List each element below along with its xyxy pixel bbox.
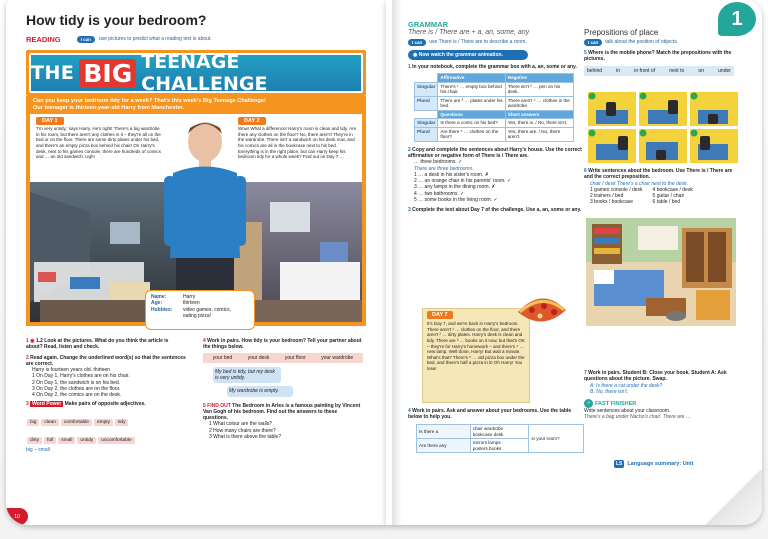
banner-rest: TEENAGE CHALLENGE xyxy=(141,51,268,95)
banner-the: THE xyxy=(31,62,75,84)
ican-badge: I can xyxy=(584,39,602,46)
t4-noun-line: mirrors lamps xyxy=(472,440,501,445)
r-ex6-item: 3 books / bookcase xyxy=(590,199,634,206)
reading-header xyxy=(26,35,212,44)
r-ex6-col1 xyxy=(590,187,643,206)
language-summary-link[interactable] xyxy=(614,460,693,468)
r-ex3 xyxy=(408,207,583,213)
prepositions-col xyxy=(584,28,734,76)
prep-ican-text: talk about the position of objects. xyxy=(605,39,679,46)
r-ex6-item: 4 bookcase / desk xyxy=(652,186,693,193)
gt-cell: There's ¹ … empty box behind his chair. xyxy=(438,82,505,96)
profile-card xyxy=(145,290,255,330)
gt-head-neg: Negative xyxy=(505,74,573,83)
ex5-number: 5 xyxy=(203,402,206,409)
gt-cell: There aren't ⁴ … clothes in the wardrobe. xyxy=(505,96,573,110)
t4-nouns-2 xyxy=(470,439,529,453)
ex2-item-4: 4 On Day 2, the comics are on the desk. xyxy=(32,392,122,398)
gt-cell: Is there a comic on his bed? xyxy=(438,119,505,128)
r-ex2-item: 4 … two bathrooms. ✓ xyxy=(414,190,465,197)
word-chip: small xyxy=(58,437,75,444)
r-ex6-block xyxy=(584,168,734,206)
ex2-example: Harry is fourteen years old. thirteen xyxy=(32,367,111,373)
r-ex1 xyxy=(408,64,583,70)
r-ex6-number: 6 xyxy=(584,168,587,174)
t4-cell: Is there a xyxy=(417,425,471,439)
ican-badge: I can xyxy=(408,39,426,46)
fast-finisher-label: FAST FINISHER xyxy=(595,400,637,407)
grammar-label: GRAMMAR xyxy=(408,20,448,29)
word-chip: full xyxy=(44,437,56,444)
ex5-item-1: 1 What colour are the walls? xyxy=(209,421,273,428)
phone-pictures xyxy=(588,92,738,164)
ex2-item-1: 1 On Day 1, Harry's clothes are on his chair. xyxy=(32,373,130,380)
ex3-text: Make pairs of opposite adjectives. xyxy=(64,401,146,408)
t4-cell: in your room? xyxy=(529,425,584,453)
prep-word: in front of xyxy=(634,67,656,74)
t4-cell: Are there any xyxy=(417,439,471,453)
right-page xyxy=(386,0,762,525)
challenge-banner xyxy=(26,50,366,96)
r-ex6-item: 1 games console / desk xyxy=(590,186,643,193)
profile-hobbies: video games, comics, eating pizza! xyxy=(183,306,232,319)
r-ex6-example: chair / desk There's a chair next to the desk. xyxy=(590,180,688,187)
intro-text xyxy=(33,98,333,112)
r-ex7-a: A: Is there a cat under the desk? xyxy=(590,382,663,389)
r-ex7-block xyxy=(584,370,734,421)
grammar-ican xyxy=(408,39,583,46)
prep-title: Prepositions of place xyxy=(584,28,659,37)
gt-plural: Plural xyxy=(415,96,438,110)
word-chips-row2 xyxy=(26,428,186,446)
ex2-item-3: 3 On Day 2, the clothes are on the floor. xyxy=(32,385,121,392)
left-exercises-col1 xyxy=(26,338,186,453)
word-chip: empty xyxy=(94,419,113,426)
ican-badge: I can xyxy=(77,36,95,43)
ex3-example: big – small xyxy=(26,446,50,453)
animation-label: Now watch the grammar animation. xyxy=(418,52,503,58)
r-ex5-text: Where is the mobile phone? Match the prepositions with the pictures. xyxy=(584,50,732,63)
r-ex1-text: In your notebook, complete the grammar box with a, an, some or any. xyxy=(412,64,577,70)
gt-head-short: Short answers xyxy=(505,110,573,119)
page-number: 10 xyxy=(6,508,28,525)
r-ex5-number: 5 xyxy=(584,50,587,56)
ex4-chips xyxy=(203,353,363,363)
gt-cell: Yes, there are. / No, there aren't. xyxy=(505,127,573,141)
spine-shadow xyxy=(392,0,402,525)
t4-noun-line: bookcase desk xyxy=(472,431,504,437)
ex1-text: Look at the pictures. What do you think the article is about? Read, listen and check. xyxy=(26,338,169,351)
r-ex6-item: 5 guitar / chair xyxy=(652,193,685,199)
ls-badge: LS xyxy=(616,461,623,467)
ex1: 1 ◉ 1.2 Look at the pictures. What do you think the article is about? Read, listen and check. xyxy=(26,338,169,351)
word-chip: comfortable xyxy=(61,419,92,426)
ex5-text: The Bedroom in Arles is a famous painting by Vincent Van Gogh of his bedroom. Find out the answers to these questions. xyxy=(203,402,361,421)
prep-words xyxy=(584,66,734,76)
ex2-number: 2 xyxy=(26,354,29,361)
gt-cell: There are ³ … plates under his bed. xyxy=(438,96,505,110)
play-icon: ◉ xyxy=(413,52,419,58)
r-ex6-items xyxy=(584,187,734,206)
r-ex4-number: 4 xyxy=(408,408,411,414)
r-ex2-item: 5 … some books in the living room. ✓ xyxy=(414,196,498,203)
find-out-label: FIND OUT xyxy=(207,402,231,409)
gt-head-aff: Affirmative xyxy=(438,74,505,83)
ex4-chip: your wardrobe xyxy=(321,354,354,361)
ican-text: use There is / There are to describe a room. xyxy=(429,39,527,46)
r-ex2-body xyxy=(408,159,583,203)
profile-age-label: Age: xyxy=(151,300,163,307)
r-ex2-example: … three bedrooms. ✓ xyxy=(414,159,463,166)
r-ex7-b: B: No, there isn't. xyxy=(590,388,629,395)
banner-big: BIG xyxy=(79,59,136,88)
profile-hobbies-label: Hobbies: xyxy=(151,306,173,313)
page-curl xyxy=(702,470,762,525)
r-ex5 xyxy=(584,50,734,63)
ex1-number: 1 xyxy=(26,338,29,344)
r-ex2 xyxy=(408,147,583,160)
fast-forward-icon: » xyxy=(584,399,593,408)
fast-finisher-text: Write sentences about your classroom. xyxy=(584,408,671,414)
ex4-number: 4 xyxy=(203,338,206,344)
unit-badge: 1 xyxy=(718,2,756,36)
r-ex2-number: 2 xyxy=(408,146,411,153)
r-ex3-number: 3 xyxy=(408,207,411,213)
word-chips-row1 xyxy=(26,410,186,428)
prep-word: in xyxy=(616,67,621,74)
prep-word: behind xyxy=(587,67,603,74)
fast-finisher-example: There's a bag under Nacho's chair. There are … xyxy=(584,414,691,421)
fast-finisher xyxy=(584,399,734,408)
r-ex6-col2 xyxy=(653,187,693,206)
r-ex2-item: 3 … any lamps in the dining room. ✗ xyxy=(414,184,496,191)
word-chip: uncomfortable xyxy=(98,437,134,444)
left-exercises-col2 xyxy=(203,338,363,440)
gt-cell: Are there ⁵ … clothes on the floor? xyxy=(438,127,505,141)
ex3 xyxy=(26,401,186,407)
grammar-table xyxy=(414,73,574,142)
r-ex7 xyxy=(584,370,734,383)
ex4-table xyxy=(416,424,584,453)
day2-text: Wow! What a difference! Harry's room is clean and tidy. Are there any clothes on the floor? No, there aren't! They're in the wardrobe. There isn't a sandwich on his desk now, and his comics are all in the bookcase next to his bed. Everything is in the right place, but can Harry keep his bedroom tidy for a whole week? Find out on Day 7 … xyxy=(238,126,357,160)
day1-label: DAY 1 xyxy=(36,117,64,125)
t4-noun-line: posters books xyxy=(472,445,502,451)
ican-text: use pictures to predict what a reading text is about. xyxy=(98,36,212,43)
page-title: How tidy is your bedroom? xyxy=(26,12,207,28)
ex3-number: 3 xyxy=(26,401,29,408)
ex4-chip: your floor xyxy=(284,354,306,361)
word-chip: big xyxy=(27,419,39,426)
day1-text: 'I'm very untidy,' says Harry. He's right! There's a big wardrobe in his room, but there aren't any clothes in it – they're all on the bed or on the floor. There are some dirty plates under his bed, and there's an empty pizza box behind his chair! On Harry's desk, next to his games console, there are hundreds of comics and … an old sandwich. Ugh! xyxy=(36,126,161,160)
r-ex4-text: Work in pairs. Ask and answer about your bedrooms. Use the table below to help you. xyxy=(408,408,572,421)
left-page xyxy=(6,0,386,525)
ex2-item-2: 2 On Day 1, the sandwich is on his bed. xyxy=(32,379,121,386)
ex2 xyxy=(26,355,186,368)
r-ex7-number: 7 xyxy=(584,370,587,376)
r-ex2-item: 2 … an orange chair in his parents' room. ✓ xyxy=(414,178,512,184)
harry-photo xyxy=(158,118,253,308)
day7-text: It's Day 7, and we're back in Harry's bedroom. There aren't ¹ … clothes on the floor, and there aren't ² … dirty plates. Harry's desk is clean and tidy. There are ³ … books on it now, but that's OK – they're for Harry's homework – and there's ⁴ … new lamp. Well done, Harry! But wait a minute. What's that? There's ⁵ … old pizza box under the bed, and there's half a pizza in it! Oh Harry! You lose! xyxy=(427,321,525,371)
gt-cell: Yes, there is. / No, there isn't. xyxy=(505,119,573,128)
t4-noun-line: chair wardrobe xyxy=(472,426,504,431)
r-ex6 xyxy=(584,168,734,181)
speech-bubble-2: My wardrobe is empty. xyxy=(227,386,293,396)
r-ex4 xyxy=(408,408,578,421)
bedroom-illustration xyxy=(586,218,736,326)
r-ex2-item: 1 … a desk in his sister's room. ✗ xyxy=(414,171,489,178)
ls-text: Language summary: Unit xyxy=(627,461,694,467)
r-ex3-text: Complete the text about Day 7 of the challenge. Use a, an, some or any. xyxy=(412,207,582,213)
profile-name: Harry xyxy=(183,294,196,300)
ex5-items xyxy=(203,421,363,440)
prep-word: on xyxy=(698,67,704,74)
grammar-subtitle: There is / There are + a, an, some, any xyxy=(408,29,530,36)
prep-word: under xyxy=(718,67,731,74)
r-ex2-example-answer: There are three bedrooms. xyxy=(414,165,474,172)
ex2-items xyxy=(26,373,186,398)
t4-nouns-1 xyxy=(470,425,529,439)
ex1-audio: 1.2 xyxy=(35,338,43,344)
word-chip: dirty xyxy=(27,437,42,444)
word-chip: untidy xyxy=(77,437,96,444)
profile-name-label: Name: xyxy=(151,294,167,300)
gt-singular: Singular xyxy=(415,82,438,96)
pizza-image xyxy=(514,292,570,328)
ex5-item-2: 2 How many chairs are there? xyxy=(209,427,276,434)
day7-label: DAY 7 xyxy=(427,311,453,319)
r-ex6-text: Write sentences about the bedroom. Use There is / There are and the correct preposition. xyxy=(584,168,733,181)
r-ex2-text: Copy and complete the sentences about Harry's house. Use the correct affirmative or negative form of There is / There are. xyxy=(408,146,582,159)
ex4-chip: your desk xyxy=(247,354,270,361)
r-ex7-text: Work in pairs. Student B: Close your book. Student A: Ask questions about the picture. Swap. xyxy=(584,370,727,383)
speech-bubble-1: My bed is tidy, but my desk is very untidy. xyxy=(213,367,281,384)
r-ex1-number: 1 xyxy=(408,64,411,70)
profile-age: thirteen xyxy=(183,300,200,307)
prep-ican xyxy=(584,39,734,46)
ex4-text: Work in pairs. How tidy is your bedroom? Tell your partner about the things below. xyxy=(203,338,362,351)
gt-cell: There isn't ² … pen on his desk. xyxy=(505,82,573,96)
gt-head-q: Questions xyxy=(438,110,505,119)
prep-word: next to xyxy=(669,67,685,74)
day2-label: DAY 2 xyxy=(238,117,266,125)
intro-line-1: Can you keep your bedroom tidy for a week? That's this week's Big Teenage Challenge! xyxy=(33,98,266,104)
ex4-chip: your bed xyxy=(212,354,233,361)
r-ex6-item: 6 table / bed xyxy=(652,199,681,206)
ex5-item-3: 3 What is there above the table? xyxy=(209,433,281,440)
ex4 xyxy=(203,338,363,351)
animation-button[interactable] xyxy=(408,50,528,60)
gt-plural: Plural xyxy=(415,127,438,141)
ex2-text: Read again. Change the underlined word(s) so that the sentences are correct. xyxy=(26,354,186,367)
word-power-label: Word Power xyxy=(32,401,62,408)
gt-singular: Singular xyxy=(415,119,438,128)
word-chip: tidy xyxy=(115,419,128,426)
ex5 xyxy=(203,403,363,422)
grammar-col xyxy=(408,20,583,213)
reading-label: READING xyxy=(26,35,61,44)
intro-line-2: Our teenager is thirteen-year-old Harry from Manchester. xyxy=(33,104,184,111)
word-chip: clean xyxy=(41,419,58,426)
r-ex6-item: 2 trainers / bed xyxy=(590,193,624,199)
